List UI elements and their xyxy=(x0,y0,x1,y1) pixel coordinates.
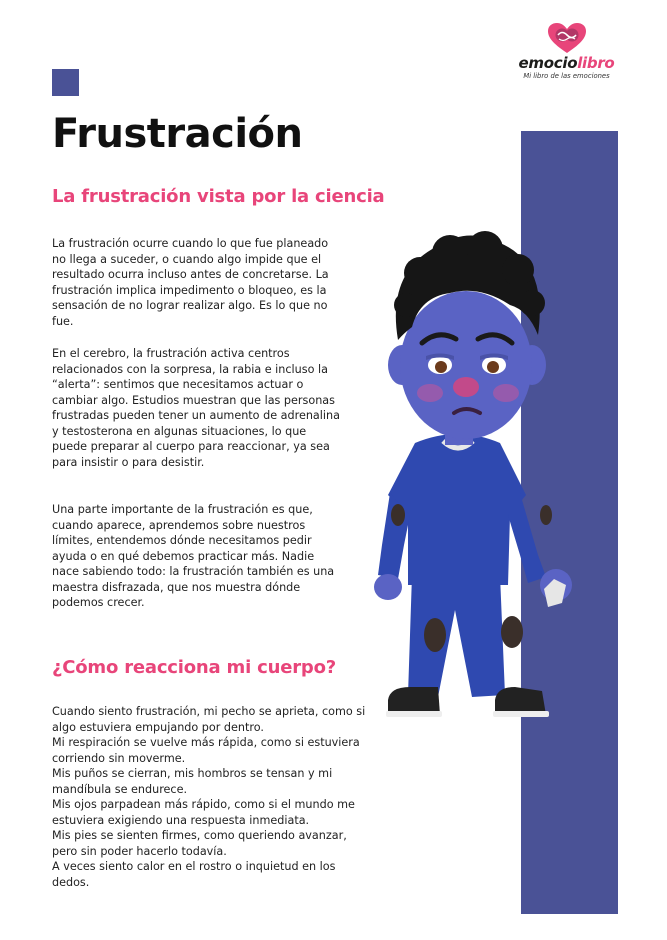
logo xyxy=(509,22,624,81)
science-paragraph-3: Una parte importante de la frustración es que, cuando aparece, aprendemos sobre nuestros límites, entendemos dónde necesitamos pedir ayuda o en qué debemos practicar más. Nadie nace sabiendo todo: la frustración también es una maestra disfrazada, que nos muestra dónde podemos crecer. xyxy=(52,503,335,609)
corner-square xyxy=(52,69,79,96)
body-reaction-line: Mis ojos parpadean más rápido, como si el mundo me estuviera exigiendo una respuesta inmediata. xyxy=(52,798,355,827)
frustrated-character-illustration xyxy=(360,215,575,735)
body-reaction-line: Mis puños se cierran, mis hombros se tensan y mi mandíbula se endurece. xyxy=(52,767,333,796)
logo-tagline: Mi libro de las emociones xyxy=(523,72,610,80)
body-reaction-line: Mi respiración se vuelve más rápida, como si estuviera corriendo sin moverme. xyxy=(52,736,360,765)
heart-brain-icon xyxy=(547,22,587,54)
body-reactions-list xyxy=(52,704,372,890)
body-reaction-line: A veces siento calor en el rostro o inquietud en los dedos. xyxy=(52,860,336,889)
section-heading-science: La frustración vista por la ciencia xyxy=(52,186,385,207)
body-reaction-line: Cuando siento frustración, mi pecho se aprieta, como si algo estuviera empujando por dentro. xyxy=(52,705,366,734)
page-title: Frustración xyxy=(52,111,303,157)
science-paragraph-2: En el cerebro, la frustración activa centros relacionados con la sorpresa, la rabia e incluso la “alerta”: sentimos que necesitamos actuar o cambiar algo. Estudios muestran que las personas frustradas pueden tener un aumento de adrenalina y testosterona en algunas situaciones, lo que puede preparar al cuerpo para reaccionar, ya sea para insistir o para desistir. xyxy=(52,347,340,469)
section-heading-body: ¿Cómo reacciona mi cuerpo? xyxy=(52,657,336,678)
body-reaction-line: Mis pies se sienten firmes, como queriendo avanzar, pero sin poder hacerlo todavía. xyxy=(52,829,347,858)
logo-name xyxy=(509,55,624,72)
science-paragraph-1: La frustración ocurre cuando lo que fue planeado no llega a suceder, o cuando algo impide que el resultado ocurra incluso antes de concretarse. La frustración implica impedimento o bloqueo, es la sensación de no lograr realizar algo. Es lo que no fue. xyxy=(52,237,329,328)
logo-name-part1: emocio xyxy=(518,54,578,72)
logo-name-part2: libro xyxy=(577,54,615,72)
